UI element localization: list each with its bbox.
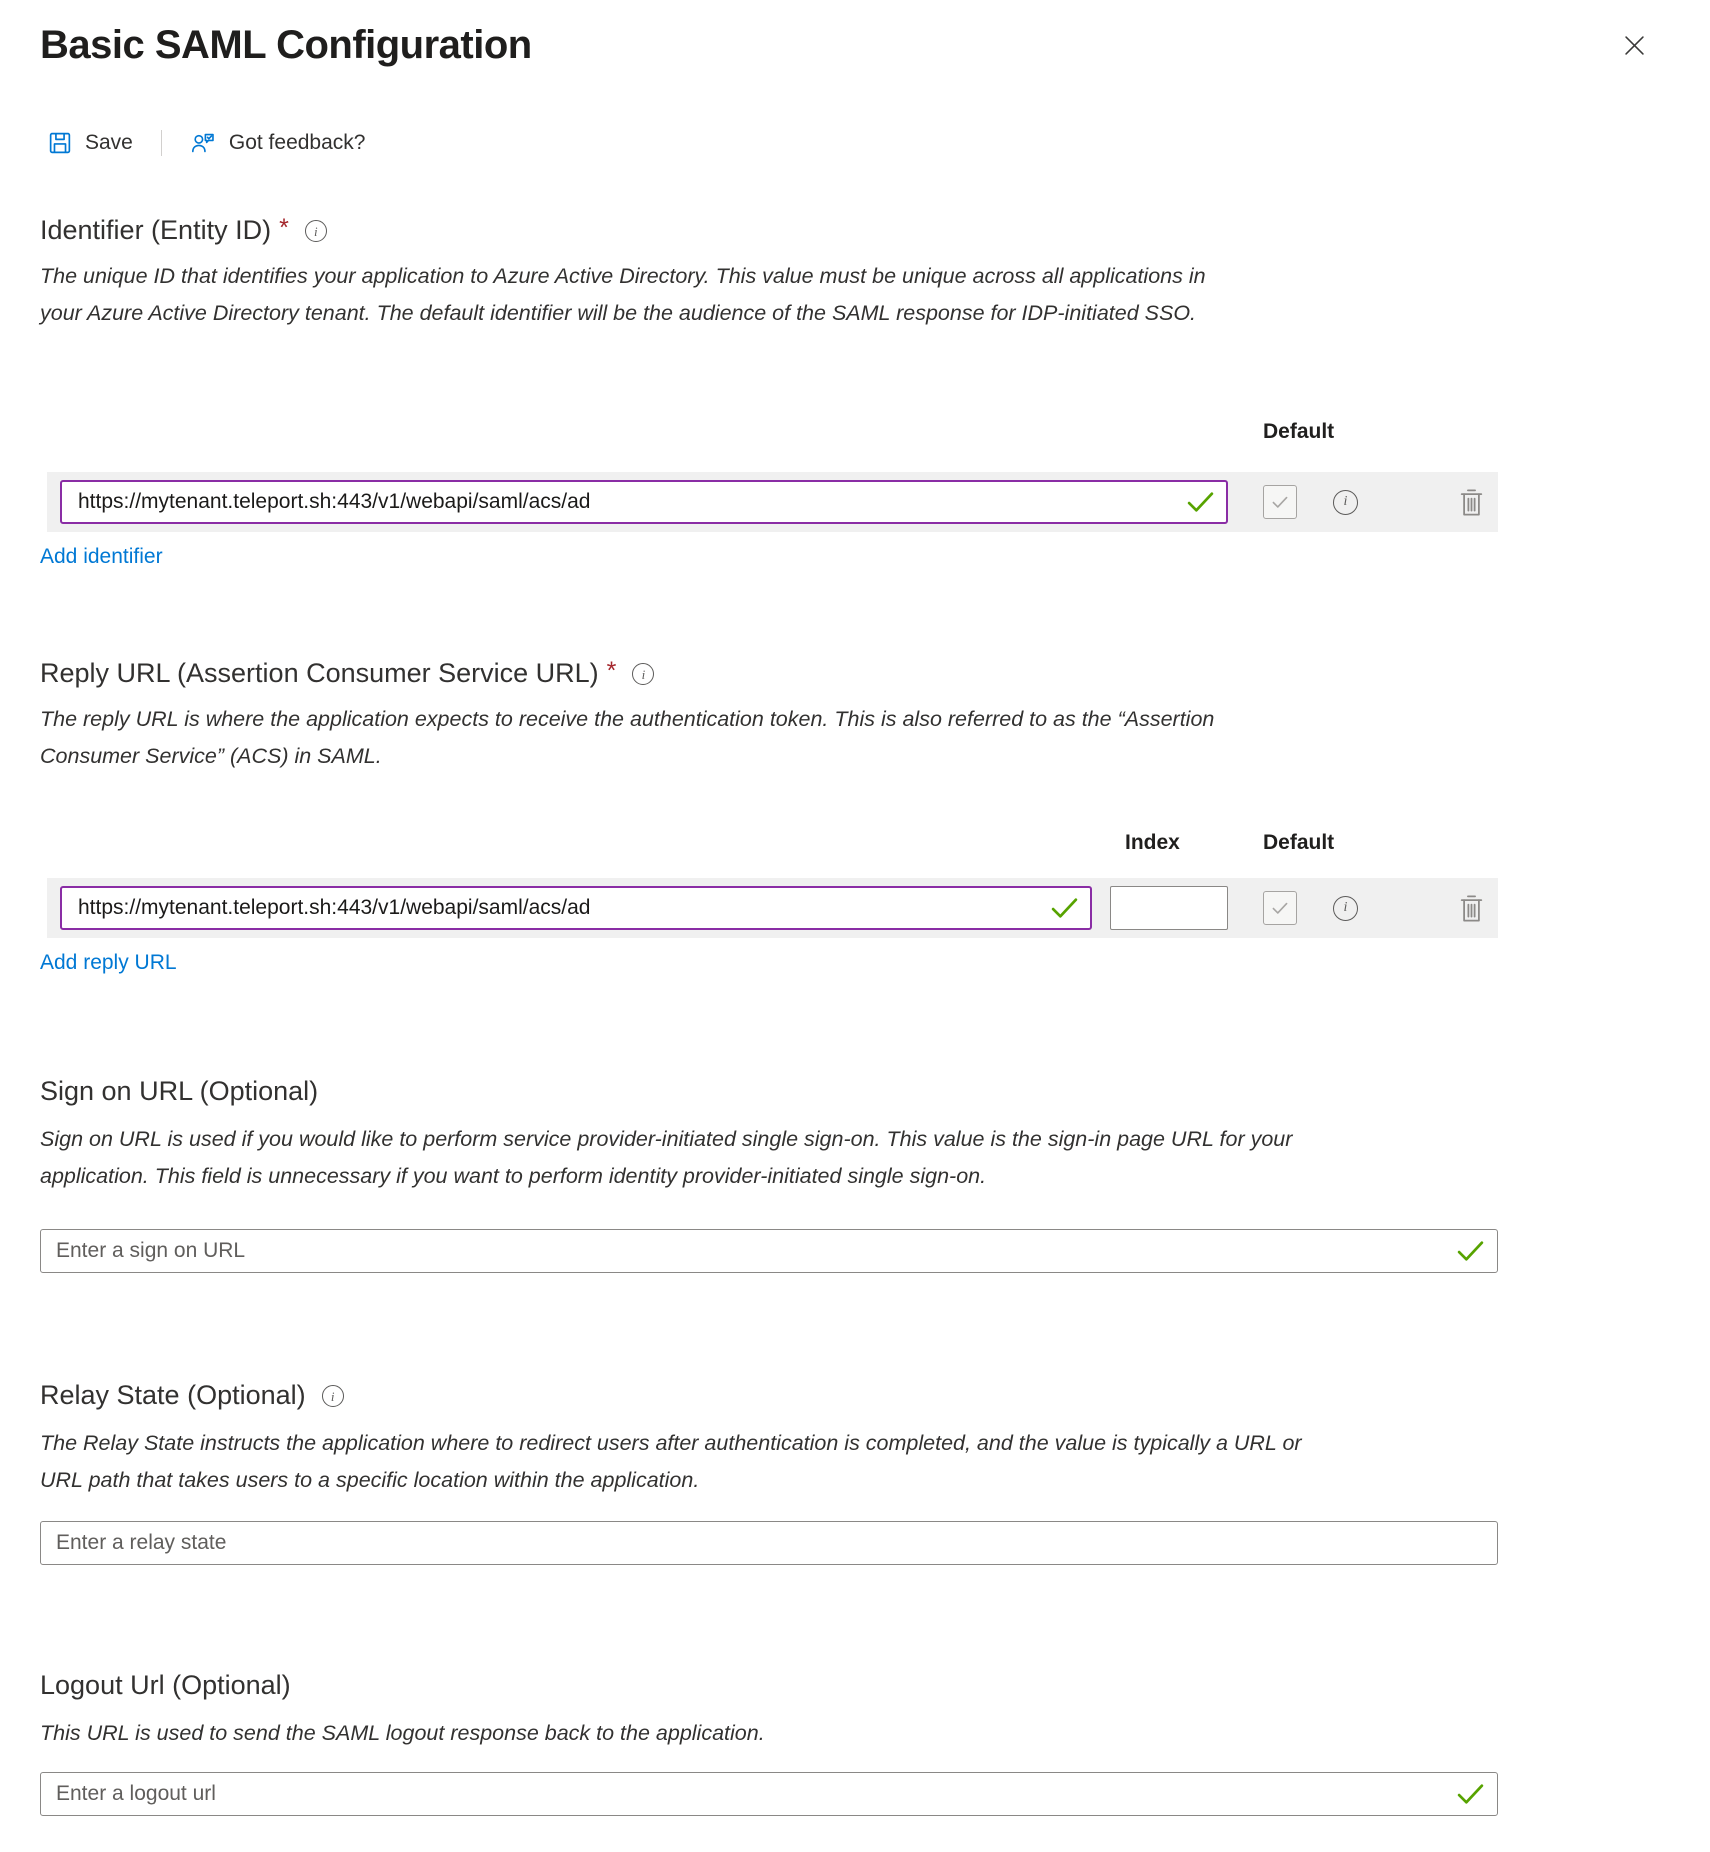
sign-on-heading-row bbox=[40, 1075, 1670, 1107]
got-feedback-label: Got feedback? bbox=[228, 131, 366, 154]
toolbar-divider bbox=[161, 130, 162, 156]
sign-on-url-input[interactable] bbox=[40, 1229, 1498, 1273]
logout-url-input[interactable] bbox=[40, 1772, 1498, 1816]
reply-url-description: The reply URL is where the application expects to receive the authentication token. This is also referred to as the “Assertion Consumer Service” (ACS) in SAML. bbox=[40, 707, 1215, 768]
section-sign-on-url bbox=[40, 1075, 1670, 1273]
reply-index-input[interactable] bbox=[1110, 886, 1228, 930]
identifier-row bbox=[47, 472, 1498, 532]
valid-checkmark-icon bbox=[1050, 897, 1079, 920]
valid-checkmark-icon bbox=[1186, 491, 1215, 514]
logout-url-heading: Logout Url (Optional) bbox=[40, 1670, 291, 1700]
sign-on-url-description: Sign on URL is used if you would like to perform service provider-initiated single sign-on. This value is the sign-in page URL for your application. This field is unnecessary if you want to perform identity provider-initiated single sign-on. bbox=[40, 1127, 1293, 1188]
section-logout-url bbox=[40, 1669, 1670, 1816]
reply-url-heading: Reply URL (Assertion Consumer Service URL) bbox=[40, 658, 599, 688]
save-button-label: Save bbox=[85, 131, 133, 154]
feedback-person-icon bbox=[190, 130, 216, 156]
delete-identifier-button[interactable] bbox=[1458, 487, 1485, 518]
required-asterisk: * bbox=[606, 657, 617, 685]
reply-url-row bbox=[47, 878, 1498, 938]
info-icon[interactable]: i bbox=[305, 220, 327, 242]
identifier-heading-row bbox=[40, 214, 1670, 246]
default-checkbox[interactable] bbox=[1263, 891, 1297, 925]
sign-on-url-heading: Sign on URL (Optional) bbox=[40, 1076, 319, 1106]
section-reply-url bbox=[40, 657, 1670, 975]
section-identifier bbox=[40, 214, 1670, 569]
reply-url-heading-row bbox=[40, 657, 1670, 689]
logout-url-heading-row bbox=[40, 1669, 1670, 1701]
relay-state-heading: Relay State (Optional) bbox=[40, 1380, 306, 1410]
save-icon bbox=[48, 131, 72, 155]
relay-state-input[interactable] bbox=[40, 1521, 1498, 1565]
default-column-header: Default bbox=[1263, 420, 1335, 443]
reply-column-headers bbox=[40, 831, 1670, 857]
reply-url-input[interactable] bbox=[60, 886, 1092, 930]
info-icon[interactable]: i bbox=[1333, 896, 1358, 921]
close-icon[interactable] bbox=[1614, 26, 1654, 66]
info-icon[interactable]: i bbox=[632, 663, 654, 685]
relay-state-description: The Relay State instructs the application where to redirect users after authentication is completed, and the value is typically a URL or URL path that takes users to a specific location within the application. bbox=[40, 1431, 1302, 1492]
identifier-heading: Identifier (Entity ID) bbox=[40, 215, 272, 245]
identifier-url-input[interactable] bbox=[60, 480, 1228, 524]
add-identifier-link[interactable]: Add identifier bbox=[40, 545, 163, 568]
valid-checkmark-icon bbox=[1456, 1240, 1485, 1263]
add-reply-url-link[interactable]: Add reply URL bbox=[40, 951, 177, 974]
index-column-header: Index bbox=[1125, 831, 1180, 854]
default-checkbox[interactable] bbox=[1263, 485, 1297, 519]
relay-state-heading-row bbox=[40, 1379, 1670, 1411]
logout-url-description: This URL is used to send the SAML logout response back to the application. bbox=[40, 1721, 765, 1745]
got-feedback-button[interactable] bbox=[190, 130, 366, 156]
page-title: Basic SAML Configuration bbox=[40, 23, 532, 67]
section-relay-state bbox=[40, 1379, 1670, 1565]
info-icon[interactable]: i bbox=[1333, 490, 1358, 515]
identifier-description: The unique ID that identifies your application to Azure Active Directory. This value must be unique across all applications in your Azure Active Directory tenant. The default identifier will be the audience of the SAML response for IDP-initiated SSO. bbox=[40, 264, 1206, 325]
valid-checkmark-icon bbox=[1456, 1783, 1485, 1806]
delete-reply-url-button[interactable] bbox=[1458, 893, 1485, 924]
default-column-header: Default bbox=[1263, 831, 1335, 854]
required-asterisk: * bbox=[279, 214, 289, 242]
identifier-column-headers bbox=[40, 420, 1670, 446]
info-icon[interactable]: i bbox=[322, 1385, 344, 1407]
command-bar bbox=[40, 126, 1670, 160]
save-button[interactable] bbox=[48, 131, 133, 155]
